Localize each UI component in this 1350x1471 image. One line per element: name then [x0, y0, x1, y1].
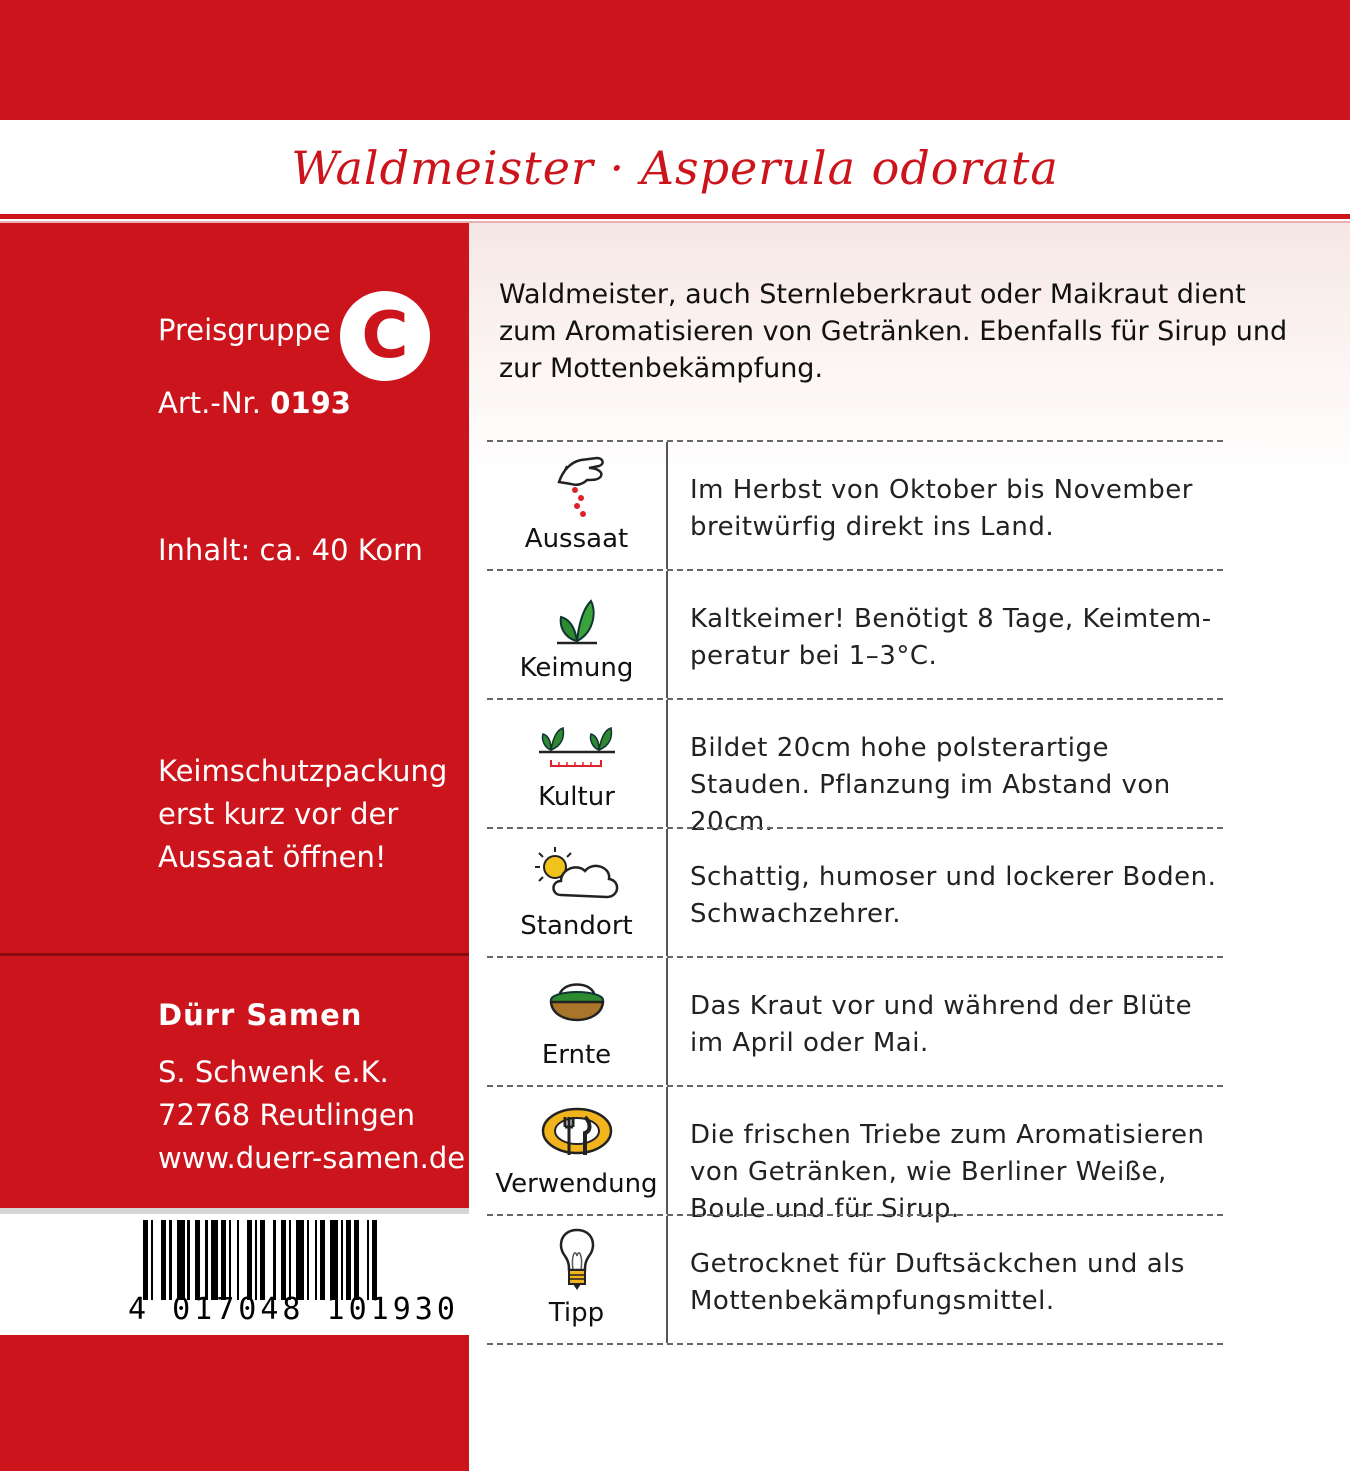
- hand-sowing-icon: [537, 452, 617, 522]
- table-row: [487, 1085, 1223, 1224]
- intro-text: Waldmeister, auch Sternleberkraut oder Maikraut dient zum Aromatisieren von Getränken. Ebenfalls für Sirup und zur Mottenbekämpfung.: [499, 279, 1288, 384]
- storage-hint: Keimschutzpackung erst kurz vor der Aussaat öffnen!: [158, 754, 448, 874]
- sidebar-divider: [0, 953, 469, 956]
- barcode-bar: [151, 1220, 154, 1300]
- barcode-bar: [372, 1220, 377, 1300]
- preisgruppe-label: Preisgruppe: [158, 313, 331, 347]
- row-label: Tipp: [548, 1298, 605, 1328]
- article-number: [158, 386, 351, 420]
- table-row: [487, 569, 1223, 698]
- row-text: Die frischen Triebe zum Aromatisieren von Getränken, wie Berliner Weiße, Boule und für Sirup.: [690, 1120, 1205, 1224]
- sun-cloud-icon: [527, 839, 627, 909]
- row-label: Standort: [520, 911, 633, 941]
- page-title: Waldmeister · Asperula odorata: [291, 141, 1059, 195]
- barcode-bar: [205, 1220, 208, 1300]
- barcode-bar: [341, 1220, 344, 1300]
- company-website: www.duerr-samen.de: [158, 1141, 466, 1175]
- title-bar: [0, 120, 1350, 216]
- barcode-bar: [161, 1220, 166, 1300]
- barcode-bar: [169, 1220, 172, 1300]
- row-label: Keimung: [519, 653, 634, 683]
- title-divider: [0, 214, 1350, 219]
- table-row: [487, 827, 1223, 956]
- barcode-bar: [367, 1220, 370, 1300]
- row-text: Kaltkeimer! Benötigt 8 Tage, Keimtem-peratur bei 1–3°C.: [690, 604, 1212, 671]
- barcode-bar: [195, 1220, 200, 1300]
- barcode-bar: [247, 1220, 252, 1300]
- article-number-label: Art.-Nr.: [158, 386, 261, 420]
- article-number-value: 0193: [270, 386, 351, 420]
- row-label: Aussaat: [524, 524, 629, 554]
- row-label: Kultur: [538, 782, 615, 812]
- address-line-2: 72768 Reutlingen: [158, 1098, 416, 1132]
- barcode-bar: [320, 1220, 325, 1300]
- barcode-bar: [177, 1220, 185, 1300]
- barcode-bar: [281, 1220, 286, 1300]
- column-divider: [666, 442, 668, 569]
- table-row: [487, 440, 1223, 569]
- sidebar: [0, 223, 469, 1471]
- company-address: [158, 1051, 465, 1180]
- barcode-bar: [187, 1220, 190, 1300]
- lightbulb-icon: [537, 1226, 617, 1296]
- barcode-bar: [211, 1220, 219, 1300]
- row-text: Getrocknet für Duftsäckchen und als Mottenbekämpfungsmittel.: [690, 1249, 1185, 1316]
- row-text: Das Kraut vor und während der Blüte im April oder Mai.: [690, 991, 1193, 1058]
- row-label: Ernte: [541, 1040, 612, 1070]
- column-divider: [666, 829, 668, 956]
- preisgruppe-badge: C: [340, 291, 430, 381]
- barcode-bar: [221, 1220, 226, 1300]
- row-label: Verwendung: [495, 1169, 658, 1199]
- info-table: [487, 440, 1223, 1345]
- barcode-bar: [289, 1220, 292, 1300]
- plants-spacing-icon: [537, 710, 617, 780]
- seedling-icon: [537, 581, 617, 651]
- barcode-bar: [273, 1220, 276, 1300]
- barcode-bar: [354, 1220, 359, 1300]
- content-amount: Inhalt: ca. 40 Korn: [158, 533, 423, 567]
- column-divider: [666, 1216, 668, 1343]
- basket-icon: [537, 968, 617, 1038]
- barcode-bar: [330, 1220, 338, 1300]
- barcode-bar: [143, 1220, 148, 1300]
- barcode-stripe: [0, 1208, 469, 1214]
- barcode-bars: [143, 1220, 463, 1300]
- table-row: [487, 956, 1223, 1085]
- company-name: Dürr Samen: [158, 998, 363, 1032]
- column-divider: [666, 1087, 668, 1214]
- row-text: Schattig, humoser und lockerer Boden. Schwachzehrer.: [690, 862, 1217, 929]
- row-text: Bildet 20cm hohe polsterartige Stauden. Pflanzung im Abstand von 20cm.: [690, 733, 1171, 837]
- table-row: [487, 698, 1223, 837]
- barcode-bar: [296, 1220, 304, 1300]
- row-text: Im Herbst von Oktober bis November breitwürfig direkt ins Land.: [690, 475, 1193, 542]
- top-band: [0, 0, 1350, 120]
- barcode-bar: [346, 1220, 351, 1300]
- barcode-bar: [315, 1220, 318, 1300]
- column-divider: [666, 700, 668, 827]
- barcode-bar: [237, 1220, 240, 1300]
- main-content: [469, 223, 1350, 1471]
- barcode: [0, 1208, 469, 1335]
- table-row: [487, 1214, 1223, 1345]
- column-divider: [666, 958, 668, 1085]
- barcode-bar: [260, 1220, 265, 1300]
- plate-cutlery-icon: [537, 1097, 617, 1167]
- barcode-bar: [307, 1220, 310, 1300]
- barcode-bar: [229, 1220, 232, 1300]
- address-line-1: S. Schwenk e.K.: [158, 1055, 389, 1089]
- barcode-number: 4 017048 101930: [128, 1292, 459, 1327]
- barcode-bar: [255, 1220, 258, 1300]
- column-divider: [666, 571, 668, 698]
